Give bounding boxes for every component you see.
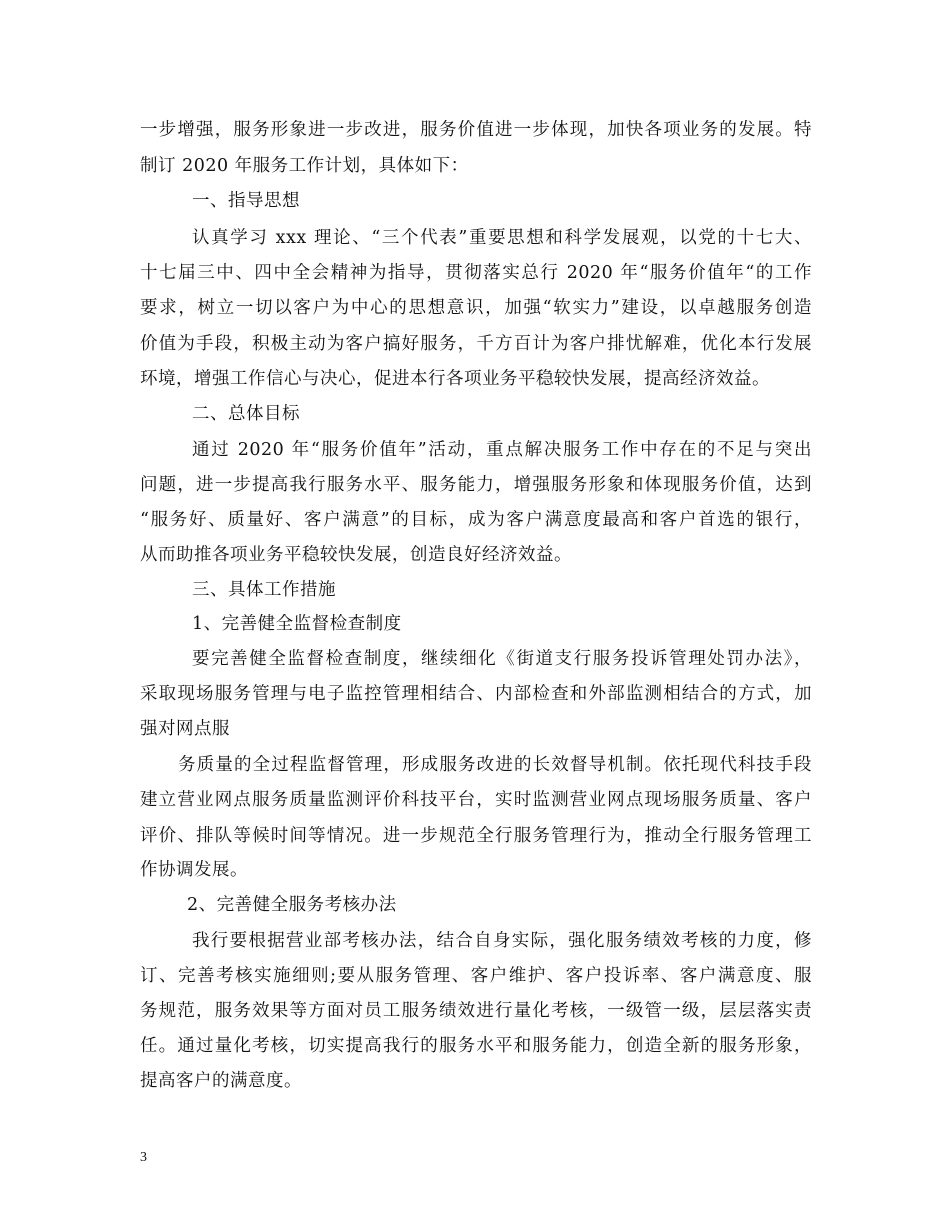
subsection-heading: 2、完善健全服务考核办法 bbox=[187, 895, 397, 915]
text-line: 强对网点服 bbox=[140, 719, 230, 739]
text-line: 价值为手段，积极主动为客户搞好服务，千方百计为客户排忧解难，优化本行发展 bbox=[140, 334, 812, 354]
section-heading: 三、具体工作措施 bbox=[192, 580, 336, 600]
subsection-heading: 1、完善健全监督检查制度 bbox=[192, 614, 402, 634]
text-line: 务质量的全过程监督管理，形成服务改进的长效督导机制。依托现代科技手段 bbox=[178, 755, 812, 775]
text-line: 我行要根据营业部考核办法，结合自身实际，强化服务绩效考核的力度，修 bbox=[192, 931, 812, 951]
text-line: 作协调发展。 bbox=[140, 860, 248, 880]
text-line: 评价、排队等候时间等情况。进一步规范全行服务管理行为，推动全行服务管理工 bbox=[140, 826, 812, 846]
text-line: 制订 2020 年服务工作计划，具体如下： bbox=[140, 156, 469, 176]
text-line: 建立营业网点服务质量监测评价科技平台，实时监测营业网点现场服务质量、客户 bbox=[140, 790, 812, 810]
text-line: 通过 2020 年“服务价值年”活动，重点解决服务工作中存在的不足与突出 bbox=[192, 440, 812, 460]
section-heading: 一、指导思想 bbox=[192, 191, 300, 211]
text-line: “服务好、质量好、客户满意”的目标，成为客户满意度最高和客户首选的银行， bbox=[140, 510, 812, 530]
page-number: 3 bbox=[140, 1150, 147, 1165]
text-line: 提高客户的满意度。 bbox=[140, 1071, 302, 1091]
text-line: 采取现场服务管理与电子监控管理相结合、内部检查和外部监测相结合的方式，加 bbox=[140, 684, 812, 704]
text-line: 要完善健全监督检查制度，继续细化《街道支行服务投诉管理处罚办法》， bbox=[192, 649, 812, 669]
text-line: 要求，树立一切以客户为中心的思想意识，加强“软实力”建设，以卓越服务创造 bbox=[140, 298, 812, 318]
text-line: 认真学习 xxx 理论、“三个代表”重要思想和科学发展观，以党的十七大、 bbox=[192, 228, 812, 248]
text-line: 从而助推各项业务平稳较快发展，创造良好经济效益。 bbox=[140, 545, 572, 565]
text-line: 任。通过量化考核，切实提高我行的服务水平和服务能力，创造全新的服务形象， bbox=[140, 1036, 812, 1056]
text-line: 一步增强，服务形象进一步改进，服务价值进一步体现，加快各项业务的发展。特 bbox=[140, 120, 812, 140]
text-line: 问题，进一步提高我行服务水平、服务能力，增强服务形象和体现服务价值，达到 bbox=[140, 475, 812, 495]
section-heading: 二、总体目标 bbox=[192, 404, 300, 424]
text-line: 十七届三中、四中全会精神为指导，贯彻落实总行 2020 年“服务价值年“的工作 bbox=[140, 263, 812, 283]
text-line: 订、完善考核实施细则;要从服务管理、客户维护、客户投诉率、客户满意度、服 bbox=[140, 966, 812, 986]
text-line: 环境，增强工作信心与决心，促进本行各项业务平稳较快发展，提高经济效益。 bbox=[140, 369, 770, 389]
text-line: 务规范，服务效果等方面对员工服务绩效进行量化考核，一级管一级，层层落实责 bbox=[140, 1001, 812, 1021]
